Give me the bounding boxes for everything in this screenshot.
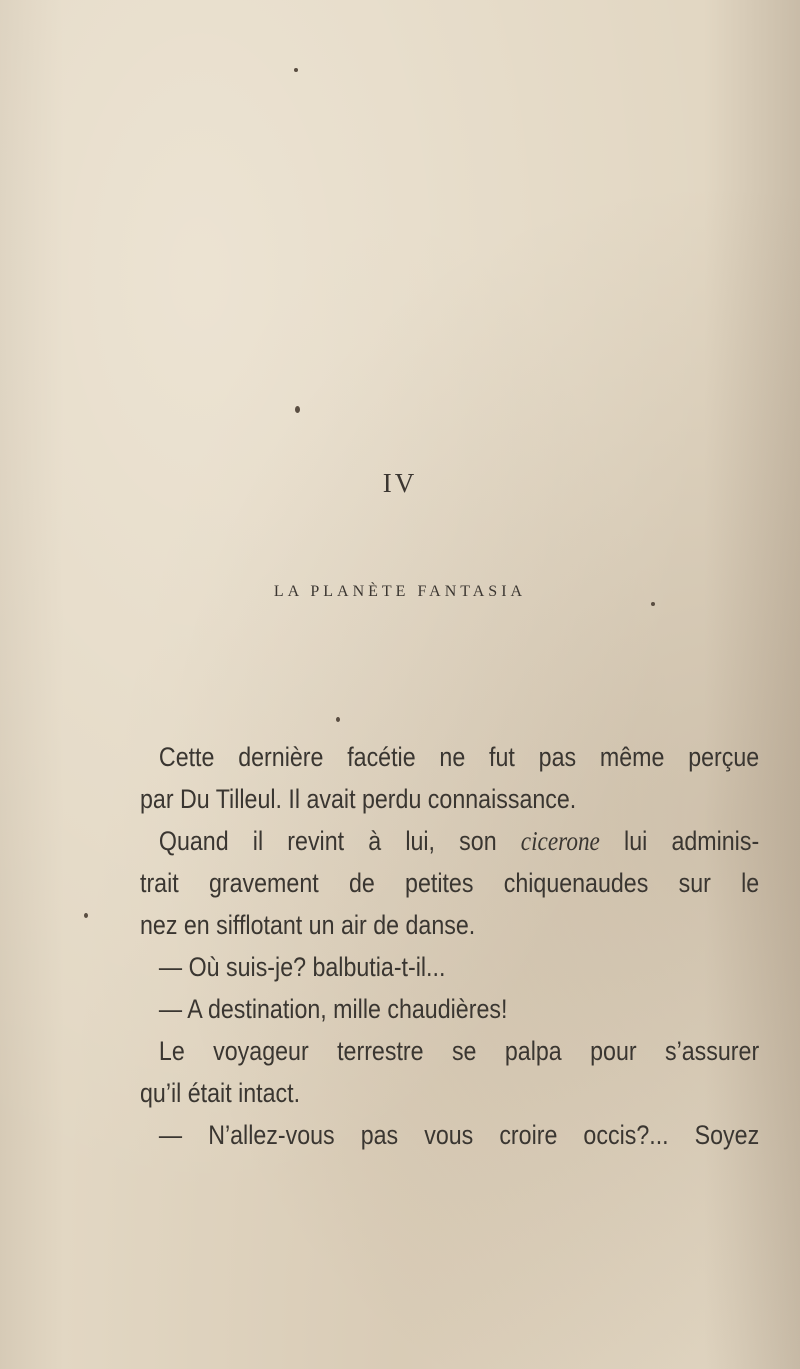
ink-speck [84,913,88,918]
text-line: par Du Tilleul. Il avait perdu connaissance. [140,784,577,814]
ink-speck [295,406,300,413]
text-run: lui adminis- [599,826,760,856]
text-line: trait gravement de petites chiquenaudes sur le [140,868,760,898]
dialogue-line: — A destination, mille chaudières! [158,994,508,1024]
text-line: Cette dernière facétie ne fut pas même perçue [158,742,760,772]
text-line: qu’il était intact. [140,1078,301,1108]
ink-speck [336,717,340,722]
ink-speck [651,602,655,606]
text-line [140,820,759,862]
text-run: Quand il revint à lui, son [158,826,521,856]
dialogue-line: — Où suis-je? balbutia-t-il... [158,952,446,982]
ink-speck [294,68,298,72]
chapter-title: LA PLANÈTE FANTASIA [273,583,527,600]
text-line: nez en sifflotant un air de danse. [140,910,476,940]
chapter-number: IV [382,468,418,498]
body-text [140,736,760,1156]
text-line: Le voyageur terrestre se palpa pour s’assurer [158,1036,760,1066]
italic-word: cicerone [520,826,600,856]
dialogue-line: — N’allez-vous pas vous croire occis?... Soyez [158,1120,760,1150]
